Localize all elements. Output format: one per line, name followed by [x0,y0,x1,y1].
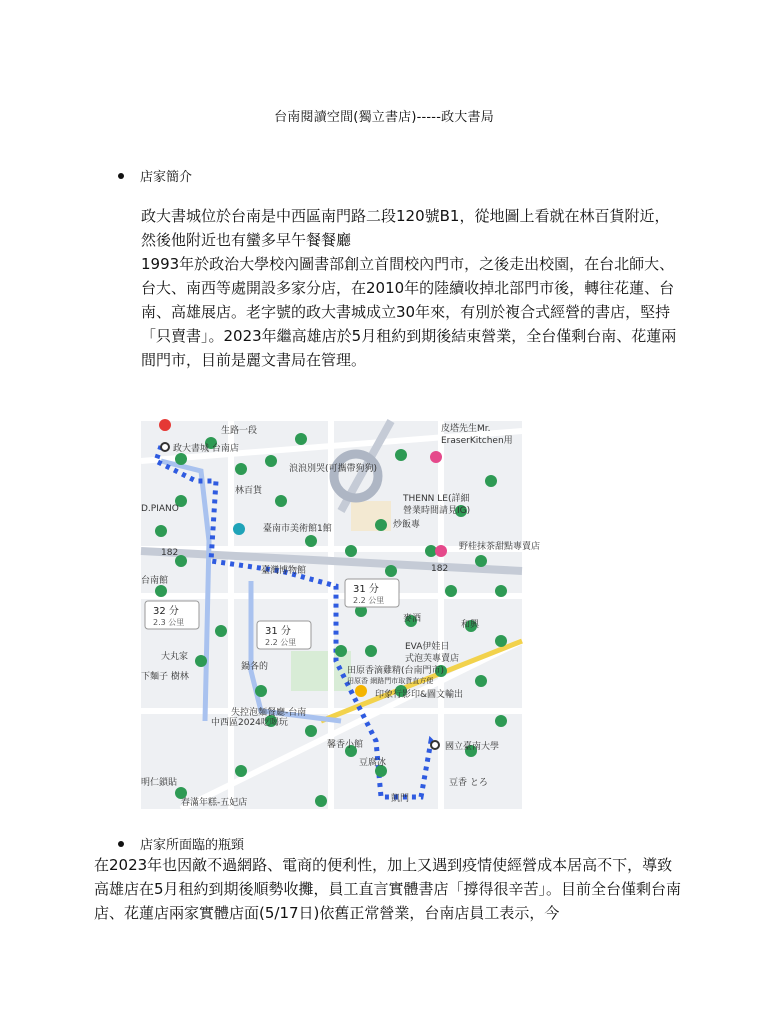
route-callout-2 [145,601,199,629]
route-callout-3 [257,621,311,649]
route-time-2: 32 分 [153,606,179,617]
map-label-182b: 182 [431,564,449,574]
map-label-dou: 豆香 とろ [449,778,488,788]
map-label-museum: 臺灣博物館 [261,566,307,576]
map-label-heng: 和興 [461,620,480,630]
challenge-paragraph-1: 在2023年也因敵不過網路、電商的便利性，加上又遇到疫情使經營成本居高不下，導致高雄店在5月租約到期後順勢收攤，員工直言實體書店「撐得很辛苦」。目前全台僅剩台南店、花蓮店兩家實體店面(5/17日)依舊正常營業，台南店員工表示，今 [94,856,682,922]
bullet-dot [118,841,124,847]
map-label-eraser: EraserKitchen用 [441,436,513,446]
route-dist-3: 2.2 公里 [265,638,297,647]
map-label-mingren: 明仁鎖貼 [141,778,178,788]
map-label-chao: 炒飯專 [393,520,421,530]
map-label-lang: 浪浪別哭(可攜帶狗狗) [289,464,378,474]
map-label-eva2: 式泡芙專賣店 [405,654,460,664]
map-image [141,421,541,809]
intro-paragraph-1: 政大書城位於台南是中西區南門路二段120號B1，從地圖上看就在林百貨附近，然後他附近也有蠻多早午餐餐廳 [141,207,670,249]
map-label-bookstore: 政大書城 台南店 [173,444,239,454]
map-label-xian: 失控泡麵餐廳-台南 [231,708,307,718]
intro-body [141,204,681,372]
map-label-chun: 春滿年糕-五妃店 [181,798,248,808]
section-heading-challenge [114,834,244,853]
map-label-guo: 鍋各的 [241,662,269,672]
route-time-1: 31 分 [353,584,379,595]
page-title: 台南閱讀空間(獨立書店)-----政大書局 [274,110,494,125]
intro-heading: 店家簡介 [140,170,193,185]
map-label-thenn: THENN LE(詳細 [403,494,470,504]
map-label-yin: 印象行影印&圖文輸出 [375,690,464,700]
map-label-thenn2: 營業時間請見IG) [403,506,471,516]
map-label-mai: 麥酒 [403,614,422,624]
map-label-tian: 田原香滴雞精(台南門市) [347,666,445,676]
route-dist-2: 2.3 公里 [153,618,185,627]
map-label-pipi: 皮塔先生Mr. [441,424,491,434]
map-label-bing: 豆腐冰 [359,758,387,768]
map-label-ncku: 國立臺南大學 [445,742,500,752]
map-label-xin: 馨香小館 [327,740,364,750]
map-label-182a: 182 [161,548,179,558]
map-label-dawan: 大丸家 [161,652,189,662]
map-label-tainan-hall: 台南館 [141,576,169,586]
map-label-street: 生路一段 [221,426,258,436]
route-callout-1 [345,579,399,607]
challenge-body [94,853,684,925]
map-label-art: 臺南市美術館1館 [263,524,332,534]
map-label-district: 中西區2024吃喝玩 [211,718,288,728]
map-label-maotai: 下麵子 樹林 [141,672,189,682]
route-time-3: 31 分 [265,626,291,637]
route-dist-1: 2.2 公里 [353,596,385,605]
map-label-linbai: 林百貨 [235,486,263,496]
bullet-dot [118,173,124,179]
challenge-heading: 店家所面臨的瓶頸 [140,838,245,853]
map-label-piano: D.PIANO [141,504,179,514]
map-label-tea: 野桂抹茶甜點專賣店 [459,542,541,552]
intro-paragraph-2: 1993年於政治大學校內圖書部創立首間校內門市，之後走出校園，在台北師大、台大、南西等處開設多家分店，在2010年的陸續收掉北部門市後，轉往花蓮、台南、高雄展店。老字號的政大書城成立30年來，有別於複合式經營的書店，堅持「只賣書」。2023年繼高雄店於5月租約到期後結束營業，全台僅剩台南、花蓮兩間門市，目前是麗文書局在管理。 [141,255,677,369]
map-label-eva: EVA伊娃日 [405,642,450,652]
map-label-kai: 凱門 [391,794,410,804]
section-heading-intro [114,166,192,185]
map-label-tian2: 田原香 網路門市取貨直方便 [347,677,434,685]
map-svg [141,421,541,809]
